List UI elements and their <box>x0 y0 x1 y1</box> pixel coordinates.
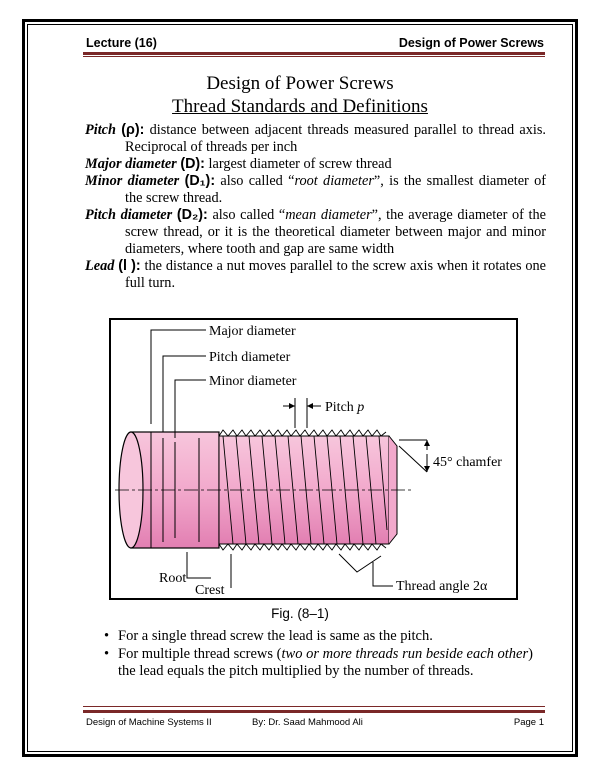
page-footer <box>86 717 544 731</box>
page-title: Design of Power Screws <box>206 73 394 94</box>
screw-thread-diagram <box>111 320 516 598</box>
definitions <box>85 122 546 292</box>
footer-author: By: Dr. Saad Mahmood Ali <box>252 717 363 728</box>
bullet-dot-icon: • <box>104 628 110 644</box>
footer-rule <box>83 710 545 713</box>
header-rule <box>83 52 545 55</box>
label-pitch: Pitch p <box>325 400 365 415</box>
label-minor-diameter: Minor diameter <box>209 374 297 389</box>
bullet-dot-icon: • <box>104 646 110 662</box>
header-rule-thin <box>83 56 545 57</box>
label-root: Root <box>159 571 187 586</box>
def-pitch-diameter: Pitch diameter (D₂): also called “mean diameter”, the average diameter of the screw thread, or it is the theoretical diameter between major and minor diameters, where tooth and gap are same width <box>85 207 546 257</box>
figure-caption: Fig. (8–1) <box>271 606 329 621</box>
bullet-list <box>104 628 536 681</box>
footer-rule-thin <box>83 706 545 707</box>
header-lecture: Lecture (16) <box>86 36 157 50</box>
def-major: Major diameter (D): largest diameter of screw thread <box>85 156 392 172</box>
label-chamfer: 45° chamfer <box>433 455 502 470</box>
bullet-item: • For multiple thread screws (two or more threads run beside each other) the lead equals the pitch multiplied by the number of threads. <box>104 646 533 679</box>
label-thread-angle: Thread angle 2α <box>396 579 488 594</box>
screw-thread-figure <box>109 318 518 600</box>
def-lead: Lead (l ): the distance a nut moves parallel to the screw axis when it rotates one full turn. <box>85 258 546 291</box>
def-pitch: Pitch (ρ): distance between adjacent threads measured parallel to thread axis. Reciprocal of threads per inch <box>85 122 547 155</box>
footer-course: Design of Machine Systems II <box>86 717 212 728</box>
label-pitch-diameter: Pitch diameter <box>209 350 291 365</box>
label-crest: Crest <box>195 583 225 598</box>
def-minor: Minor diameter (D₁): also called “root diameter”, is the smallest diameter of the screw thread. <box>85 173 547 206</box>
footer-page-number: Page 1 <box>513 717 544 728</box>
header-topic: Design of Power Screws <box>398 36 544 50</box>
page-subtitle: Thread Standards and Definitions <box>172 96 428 117</box>
bullet-item: • For a single thread screw the lead is same as the pitch. <box>104 628 433 644</box>
label-major-diameter: Major diameter <box>209 324 296 339</box>
